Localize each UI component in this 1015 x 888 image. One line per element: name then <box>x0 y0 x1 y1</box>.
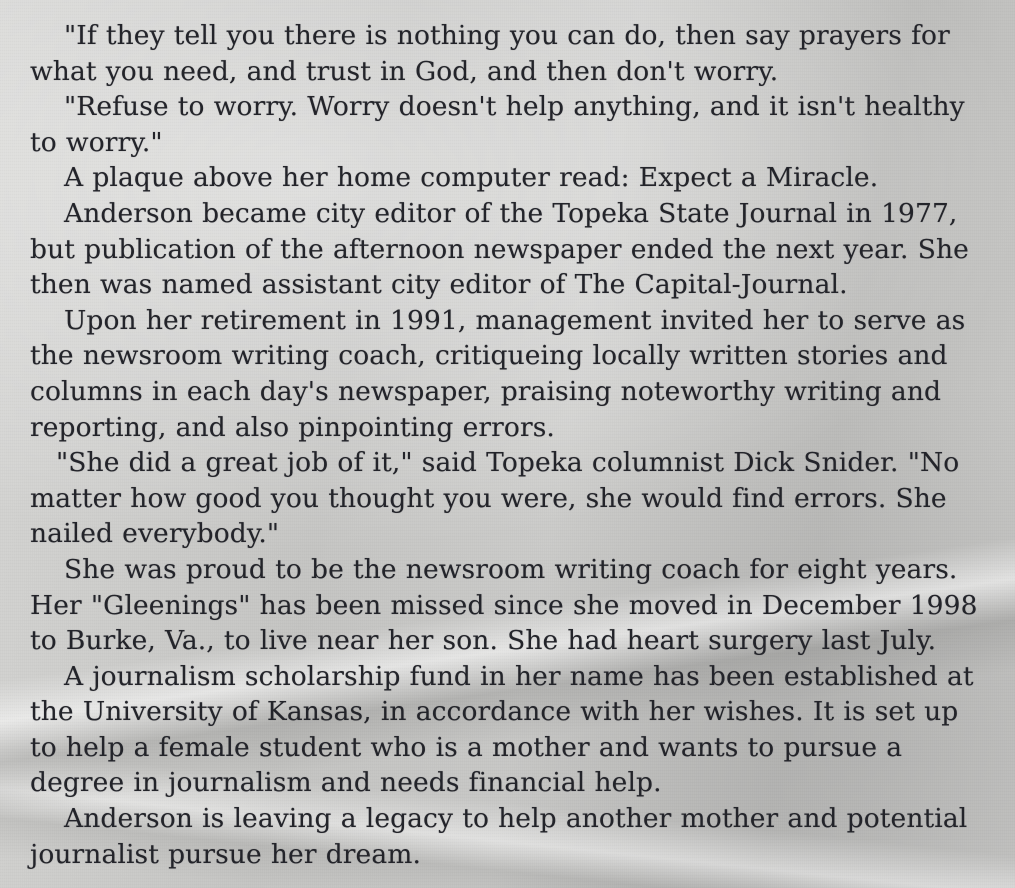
paragraph: Anderson is leaving a legacy to help another mother and potential journalist pursue her dream. <box>30 803 968 870</box>
paragraph: A plaque above her home computer read: Expect a Miracle. <box>64 162 879 194</box>
paragraph: She was proud to be the newsroom writing coach for eight years. Her "Gleenings" has been missed since she moved in December 1998 to Burke, Va., to live near her son. She had heart surgery last July. <box>30 553 978 657</box>
paragraph: "She did a great job of it," said Topeka columnist Dick Snider. "No matter how good you thought you were, she would find errors. She nailed everybody." <box>30 447 960 550</box>
paragraph: "If they tell you there is nothing you can do, then say prayers for what you need, and trust in God, and then don't worry. <box>30 20 950 87</box>
paragraph: Upon her retirement in 1991, management invited her to serve as the newsroom writing coach, critiqueing locally written stories and columns in each day's newspaper, praising noteworthy writing and reporting, and also pinpointing errors. <box>30 304 966 443</box>
paragraph: A journalism scholarship fund in her name has been established at the University of Kansas, in accordance with her wishes. It is set up to help a female student who is a mother and wants to pursue a degree in journalism and needs financial help. <box>30 660 974 799</box>
paragraph: Anderson became city editor of the Topeka State Journal in 1977, but publication of the afternoon newspaper ended the next year. She then was named assistant city editor of The Capital-Journal. <box>30 197 969 301</box>
paragraph: "Refuse to worry. Worry doesn't help anything, and it isn't healthy to worry." <box>30 91 965 158</box>
article-text-column <box>30 18 992 872</box>
